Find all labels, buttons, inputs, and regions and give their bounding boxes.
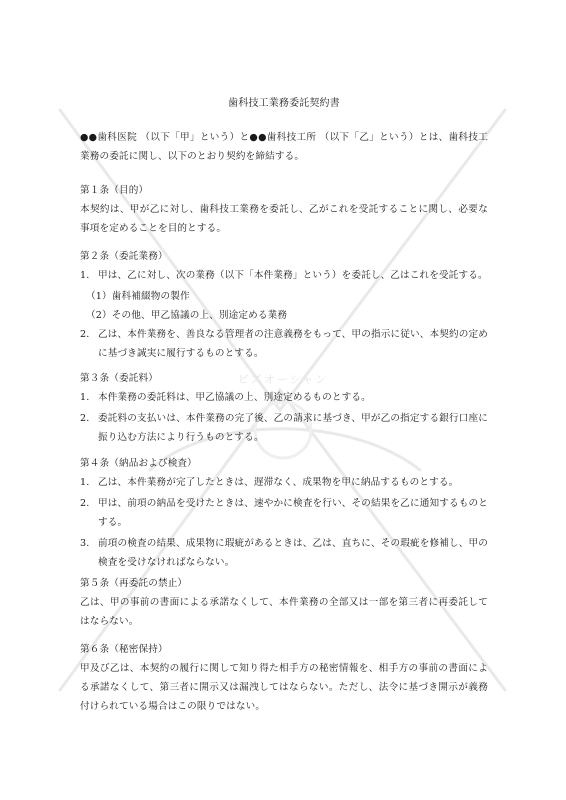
item-text: 甲は、乙に対し、次の業務（以下「本件業務」という）を委託し、乙はこれを受託する。 — [98, 270, 488, 281]
item-number: 1. — [80, 392, 90, 403]
item-number: 1. — [80, 477, 90, 488]
article-1 — [80, 181, 488, 238]
item-number: 2. — [80, 329, 90, 340]
sub-item: （1）歯科補綴物の製作 — [86, 291, 190, 302]
article-heading: 第３条（委託料） — [80, 373, 158, 384]
item-text: 前項の検査の結果、成果物に瑕疵があるときは、乙は、直ちに、その瑕疵を修補し、甲の検査を受けなければならない。 — [98, 538, 488, 568]
article-3 — [80, 369, 488, 449]
item-text: 委託料の支払いは、本件業務の完了後、乙の請求に基づき、甲が乙の指定する銀行口座に振り込む方法により行うものとする。 — [98, 413, 488, 443]
sub-item: （2）その他、甲乙協議の上、別途定める業務 — [86, 310, 288, 321]
article-heading: 第５条（再委託の禁止） — [80, 578, 188, 589]
item-number: 1. — [80, 270, 90, 281]
article-item — [80, 494, 488, 532]
item-text: 乙は、本件業務が完了したときは、遅滞なく、成果物を甲に納品するものとする。 — [98, 477, 459, 488]
article-body: 甲及び乙は、本契約の履行に関して知り得た相手方の秘密情報を、相手方の事前の書面による承諾なくして、第三者に開示又は漏洩してはならない。ただし、法令に基づき開示が義務付けられている場合はこの限りではない。 — [80, 663, 488, 712]
item-text: 甲は、前項の納品を受けたときは、速やかに検査を行い、その結果を乙に通知するものとする。 — [98, 498, 488, 528]
article-heading: 第６条（秘密保持） — [80, 644, 168, 655]
article-heading: 第２条（委託業務） — [80, 251, 168, 262]
intro-paragraph: ●●歯科医院 （以下「甲」という）と●●歯科技工所 （以下「乙」という）とは、歯科技工業務の委託に関し、以下のとおり契約を締結する。 — [80, 132, 488, 162]
article-item — [80, 534, 488, 572]
article-5 — [80, 574, 488, 631]
item-text: 本件業務の委託料は、甲乙協議の上、別途定めるものとする。 — [98, 392, 371, 403]
article-6 — [80, 640, 488, 716]
article-item — [80, 266, 488, 285]
document-title: 歯科技工業務委託契約書 — [228, 98, 340, 109]
article-heading: 第１条（目的） — [80, 185, 149, 196]
item-number: 2. — [80, 413, 90, 424]
item-number: 3. — [80, 538, 90, 549]
item-number: 2. — [80, 498, 90, 509]
article-item — [80, 473, 488, 492]
article-item — [80, 388, 488, 407]
article-body: 本契約は、甲が乙に対し、歯科技工業務を委託し、乙がこれを受託することに関し、必要な事項を定めることを目的とする。 — [80, 204, 488, 234]
watermark-text: ビズオーシャン — [237, 373, 329, 386]
article-heading: 第４条（納品および検査） — [80, 458, 197, 469]
article-item — [80, 325, 488, 363]
article-body: 乙は、甲の事前の書面による承諾なくして、本件業務の全部又は一部を第三者に再委託してはならない。 — [80, 597, 488, 627]
article-4 — [80, 454, 488, 574]
item-text: 乙は、本件業務を、善良なる管理者の注意義務をもって、甲の指示に従い、本契約の定めに基づき誠実に履行するものとする。 — [98, 329, 488, 359]
article-item — [80, 409, 488, 447]
article-2 — [80, 247, 488, 365]
